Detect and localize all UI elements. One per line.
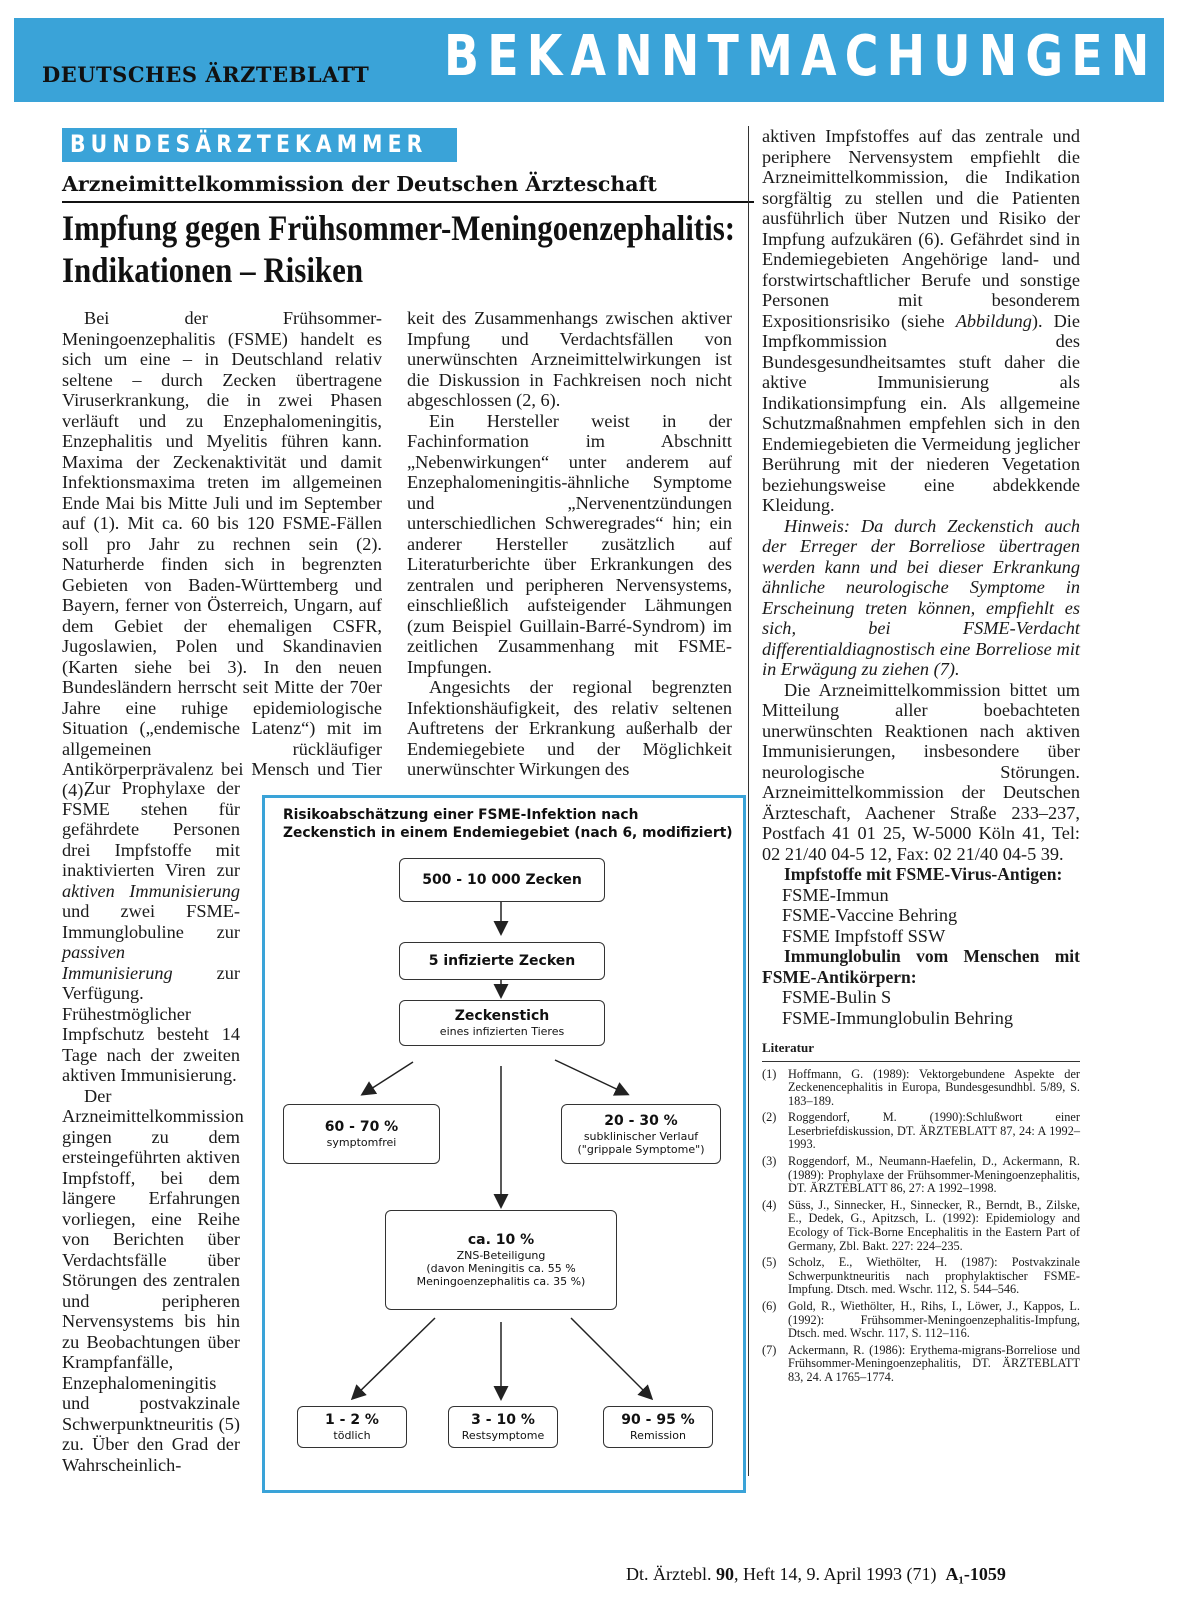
box-label: 20 - 30 % [604, 1112, 678, 1129]
arrow [353, 1318, 435, 1398]
box-sublabel: Meningoenzephalitis ca. 35 %) [416, 1275, 586, 1288]
list-item: FSME Impfstoff SSW [782, 925, 946, 946]
paragraph: keit des Zusammenhangs zwischen aktiver Impfung und Verdachtsfällen von unerwünschten Arzneimittelwirkungen ist die Diskussion in Fachkreisen noch nicht abgeschlossen (2, 6). [407, 308, 732, 410]
reference-list [762, 1068, 1080, 1385]
box-label: Zeckenstich [454, 1008, 550, 1024]
reference-text: Roggendorf, M., Neumann-Haefelin, D., Ackermann, R. (1989): Prophylaxe der Frühsommer-Meningoenzephalitis, DT. ÄRZTEBLATT 86, 27: A 1992–1998. [788, 1154, 1080, 1196]
box-label: 5 infizierte Zecken [428, 952, 576, 969]
reference-number: (2) [762, 1110, 777, 1125]
reference-text: Gold, R., Wiethölter, H., Rihs, I., Löwer, J., Kappos, L. (1992): Frühsommer-Meningoenzephalitis-Impfung, Dtsch. med. Wschr. 117, S. 112–116. [788, 1299, 1080, 1341]
box-sublabel: (davon Meningitis ca. 55 % [426, 1262, 576, 1275]
reference-item [762, 1199, 1080, 1253]
list-item: FSME-Vaccine Behring [782, 905, 958, 925]
column-1 [62, 308, 382, 800]
column-divider [748, 126, 749, 1476]
literature-rule [762, 1061, 1080, 1062]
arrow [363, 1062, 413, 1094]
box-ticks-total [399, 858, 605, 902]
title-line-2: Indikationen – Risiken [62, 250, 364, 290]
box-label: ca. 10 % [467, 1232, 535, 1248]
immunoglobulin-heading: Immunglobulin vom Menschen mit FSME-Antikörpern: [762, 946, 1080, 987]
vaccines-heading: Impfstoffe mit FSME-Virus-Antigen: [784, 864, 1063, 884]
box-tick-bite [399, 1000, 605, 1046]
reference-number: (1) [762, 1066, 777, 1081]
immunoglobulin-list [762, 987, 1080, 1028]
box-label: 3 - 10 % [471, 1412, 535, 1428]
box-residual-symptoms [448, 1406, 558, 1448]
title-line-1: Impfung gegen Frühsommer-Meningoenzephalitis: [62, 208, 736, 248]
reference-text: Hoffmann, G. (1989): Vektorgebundene Aspekte der Zeckenencephalitis in Europa, Bundesgesundhbl. 5/89, S. 183–189. [788, 1066, 1080, 1108]
reference-number: (6) [762, 1299, 777, 1313]
text-span: und zwei FSME-Immunglobuline zur [62, 901, 240, 942]
reference-text: Roggendorf, M. (1990):Schlußwort einer Leserbriefdiskussion, DT. ÄRZTEBLATT 87, 24: A 1992–1993. [788, 1110, 1080, 1152]
title-rule [62, 201, 754, 203]
paragraph: Bei der Frühsommer-Meningoenzephalitis (FSME) handelt es sich um eine – in Deutschland relativ seltene – durch Zecken übertragene Viruserkrankung, die in zwei Phasen verläuft und zu Enzephalomeningitis, Enzephalitis und Myelitis führen kann. Maxima der Zeckenaktivität und damit Infektionsmaxima treten im allgemeinen Ende Mai bis Mitte Juli und im September auf (1). Mit ca. 60 bis 120 FSME-Fällen soll pro Jahr zu rechnen sein (2). Naturherde finden sich in begrenzten Gebieten von Baden-Württemberg und Bayern, ferner von Österreich, Ungarn, auf dem Gebiet der ehemaligen CSFR, Jugoslawien, Polen und Skandinavien (Karten siehe bei 3). In den neuen Bundesländern herrscht seit Mitte der 70er Jahre eine ruhige epidemiologische Situation („endemische Latenz“) mit im allgemeinen rückläufiger Antikörperprävalenz bei Mensch und Tier (4). [62, 308, 382, 800]
page-number: A₁-1059 [945, 1564, 1006, 1584]
arrow [571, 1318, 651, 1398]
reference-item [762, 1155, 1080, 1196]
box-sublabel: tödlich [333, 1429, 371, 1442]
reference-item [762, 1068, 1080, 1109]
note-paragraph [762, 516, 1080, 680]
box-subclinical [561, 1104, 721, 1164]
column-3 [762, 126, 1080, 1388]
box-label: 1 - 2 % [325, 1412, 379, 1428]
box-label: 90 - 95 % [621, 1412, 695, 1428]
text-span: zur Verfügung. Frühestmöglicher Impfschutz besteht 14 Tage nach der zweiten aktiven Immunisierung. [62, 962, 240, 1085]
literature-title: Literatur [762, 1040, 814, 1055]
text-span: aktiven Impfstoffes auf das zentrale und periphere Nervensystem empfiehlt die Arzneimittelkommission, die Indikation sorgfältig zu stellen und die Patienten ausführlich über Nutzen und Risiko der Impfung aufzukären (6). Gefährdet sind in Endemiegebieten Angehörige land- und forstwirtschaftlicher Berufe und sonstige Personen mit besonderem Expositionsrisiko (siehe [762, 126, 1080, 331]
list-item: FSME-Immun [782, 884, 889, 905]
emphasis: Abbildung [955, 310, 1032, 331]
column-2 [407, 308, 732, 780]
paragraph: Angesichts der regional begrenzten Infektionshäufigkeit, des relativ seltenen Auftretens der Erkrankung außerhalb der Endemiegebiete und der Möglichkeit unerwünschter Wirkungen des [407, 677, 732, 779]
organization-banner [62, 128, 457, 162]
text-span: ). Die Impfkommission des Bundesgesundheitsamtes stuft daher die aktive Immunisierung als Indikationsimpfung ein. Als allgemeine Schutzmaßnahmen empfehlen sich in den Endemiegebieten die Vermeidung jeglicher Berührung mit der niederen Vegetation beziehungsweise eine abdekkende Kleidung. [762, 310, 1080, 515]
box-sublabel: ("grippale Symptome") [577, 1142, 705, 1156]
reference-number: (4) [762, 1197, 777, 1212]
arrow [555, 1060, 627, 1094]
section-title: BEKANNTMACHUNGEN [444, 24, 1158, 89]
paragraph [762, 126, 1080, 516]
box-asymptomatic [283, 1104, 440, 1164]
organization-line: Arzneimittelkommission der Deutschen Ärzteschaft [62, 172, 657, 196]
emphasis: passiven Immunisierung [62, 942, 173, 983]
article-title [62, 207, 736, 291]
box-sublabel: eines infizierten Tieres [439, 1025, 565, 1038]
box-sublabel: Remission [630, 1429, 686, 1442]
reference-item [762, 1111, 1080, 1152]
box-remission [603, 1406, 713, 1448]
magazine-name: DEUTSCHES ÄRZTEBLATT [42, 62, 370, 87]
box-sublabel: ZNS-Beteiligung [456, 1249, 546, 1262]
paragraph: Die Arzneimittelkommission bittet um Mitteilung aller boebachteten unerwünschten Reaktionen nach aktiven Immunisierungen, insbesondere über neurologische Störungen. Arzneimittelkommission der Deutschen Ärzteschaft, Aachener Straße 233–237, Postfach 41 01 25, W-5000 Köln 41, Tel: 02 21/40 04-5 12, Fax: 02 21/40 04-5 39. [762, 679, 1080, 864]
text-span: Zur Prophylaxe der FSME stehen für gefährdete Personen drei Impfstoffe mit inaktivierten Viren zur [62, 778, 240, 880]
issue-info: , Heft 14, 9. April 1993 (71) [733, 1564, 937, 1584]
column-1-narrow [62, 778, 244, 1475]
risk-flowchart-figure [262, 795, 746, 1493]
page-header [14, 18, 1164, 102]
box-infected-ticks [399, 942, 605, 980]
box-sublabel: Restsymptome [461, 1429, 545, 1442]
reference-number: (7) [762, 1342, 777, 1357]
reference-number: (3) [762, 1154, 777, 1169]
box-fatal [297, 1406, 407, 1448]
box-cns-involvement [385, 1210, 617, 1310]
reference-text: Scholz, E., Wiethölter, H. (1987): Postvakzinale Schwerpunktneuritis nach prophylaktischer FSME-Impfung. Dtsch. med. Wschr. 112, S. 544–546. [788, 1255, 1080, 1297]
page-footer [626, 1564, 1006, 1585]
reference-text: Süss, J., Sinnecker, H., Sinnecker, R., Berndt, B., Zilske, E., Dedek, G., Apitzsch, L. (1992): Epidemiology and Ecology of Tick-Borne Encephalitis in the Eastern Part of Germany, Zbl. Bakt. 227: 224–235. [788, 1197, 1080, 1253]
box-sublabel: symptomfrei [326, 1136, 397, 1149]
banner-label: BUNDESÄRZTEKAMMER [70, 130, 428, 158]
reference-item [762, 1300, 1080, 1341]
paragraph: Der Arzneimittelkommission gingen zu dem ersteingeführten aktiven Impfstoff, bei dem längere Erfahrungen vorliegen, eine Reihe von Berichten über Verdachtsfälle über Störungen des zentralen und peripheren Nervensystems bis hin zu Beobachtungen über Krampfanfälle, Enzephalomeningitis und postvakzinale Schwerpunktneuritis (5) zu. Über den Grad der Wahrscheinlich- [62, 1085, 244, 1475]
reference-text: Ackermann, R. (1986): Erythema-migrans-Borreliose und Frühsommer-Meningoenzephalitis, DT. ÄRZTEBLATT 83, 24. A 1765–1774. [788, 1342, 1080, 1384]
list-item: FSME-Immunglobulin Behring [782, 1007, 1014, 1028]
reference-number: (5) [762, 1255, 777, 1270]
note-text: Hinweis: Da durch Zeckenstich auch der Erreger der Borreliose übertragen werden kann und bei dieser Erkrankung ähnliche neurologische Symptome in Erscheinung treten können, empfiehlt es sich, bei FSME-Verdacht differentialdiagnostisch eine Borreliose mit in Erwägung zu ziehen (7). [762, 515, 1080, 679]
box-label: 500 - 10 000 Zecken [422, 871, 582, 888]
list-item: FSME-Bulin S [782, 987, 892, 1007]
volume-number: 90 [715, 1564, 734, 1584]
box-label: 60 - 70 % [324, 1119, 399, 1135]
vaccine-list [762, 885, 1080, 947]
reference-item [762, 1344, 1080, 1385]
emphasis: aktiven Immunisierung [62, 880, 240, 901]
reference-item [762, 1256, 1080, 1297]
paragraph [62, 778, 240, 1086]
box-sublabel: subklinischer Verlauf [583, 1129, 699, 1143]
paragraph: Ein Hersteller weist in der Fachinformation im Abschnitt „Nebenwirkungen“ unter anderem auf Enzephalomeningitis-ähnliche Symptome und „Nervenentzündungen unterschiedlichen Schweregrades“ hin; ein anderer Hersteller zusätzlich auf Literaturberichte über Erkrankungen des zentralen und peripheren Nervensystems, einschließlich aufsteigender Lähmungen (zum Beispiel Guillain-Barré-Syndrom) im zeitlichen Zusammenhang mit FSME-Impfungen. [407, 410, 732, 677]
figure-title: Risikoabschätzung einer FSME-Infektion nach Zeckenstich in einem Endemiegebiet (nach 6, modifiziert) [283, 807, 733, 841]
journal-abbrev: Dt. Ärztebl. [626, 1564, 712, 1584]
